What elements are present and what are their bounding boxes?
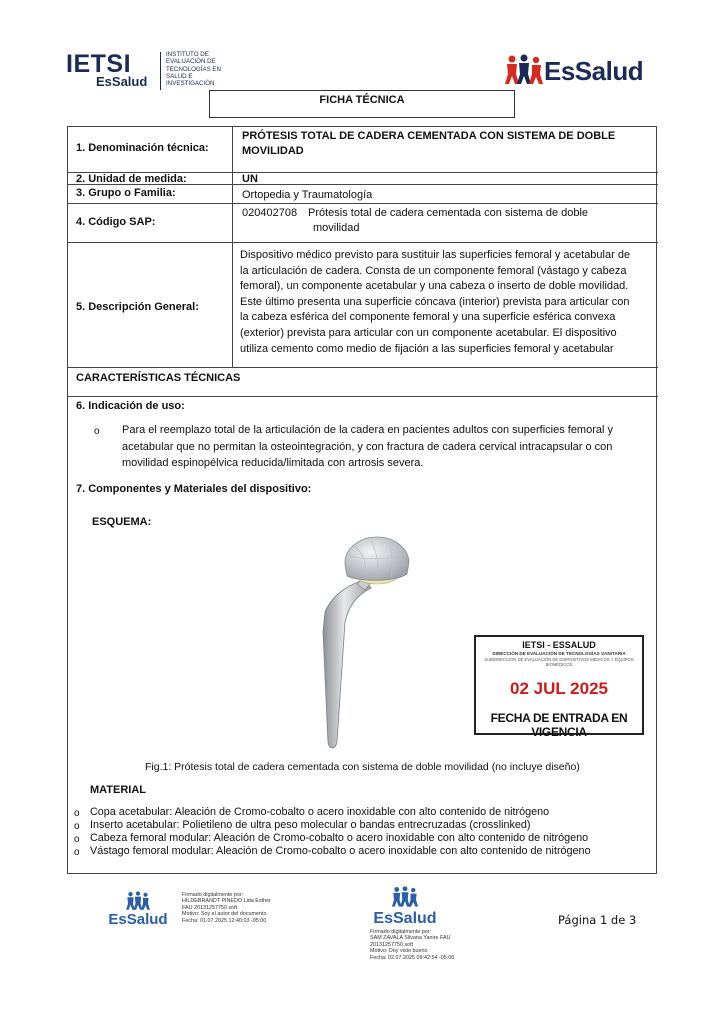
row-divider: [68, 203, 658, 204]
material-list: [90, 806, 656, 858]
value-descripcion: Dispositivo médico previsto para sustituir las superficies femoral y acetabular de la articulación de cadera. Consta de un componente femoral (vástago y cabeza femoral), un componente acetabular y una cabeza o inserto de doble movilidad. Este último presenta una superficie cóncava (interior) prevista para articular con la cabeza esférica del componente femoral y una superficie esférica convexa (exterior) prevista para articular con un componente acetabular. El dispositivo utiliza cemento como medio de fijación a las superficies femoral y acetabular: [240, 249, 631, 355]
esquema-label: ESQUEMA:: [92, 516, 152, 528]
value-codigo-line2: movilidad: [313, 222, 360, 234]
signature-1: Firmado digitalmente por: HILDEBRANDT PINEDO Lida Esther FAU 20131257750 soft Motivo: Soy el autor del documento Fecha: 01.07.2025 12:40:03 -05:00: [182, 892, 271, 924]
indicacion-text: Para el reemplazo total de la articulación de la cadera en pacientes adultos con superficies femoral y acetabular que no permitan la osteointegración, y con fractura de cadera cervical intracapsular o con movilidad espinopélvica reducida/limitada con artrosis severa.: [122, 424, 613, 469]
material-heading: MATERIAL: [90, 784, 147, 796]
stamp-title: IETSI - ESSALUD: [522, 640, 596, 650]
stamp-subdirection: SUBDIRECCIÓN DE EVALUACIÓN DE DISPOSITIVOS MÉDICOS Y EQUIPOS BIOMÉDICOS: [484, 657, 634, 667]
value-denominacion-line1: PRÓTESIS TOTAL DE CADERA CEMENTADA CON SISTEMA DE DOBLE: [242, 130, 616, 142]
material-item: Copa acetabular: Aleación de Cromo-cobalto o acero inoxidable con alto contenido de nitrógeno: [90, 806, 550, 818]
essalud-brand: EsSalud: [544, 56, 644, 86]
label-denominacion: 1. Denominación técnica:: [76, 142, 209, 154]
value-codigo-line1: Prótesis total de cadera cementada con sistema de doble: [308, 207, 589, 219]
value-denominacion-line2: MOVILIDAD: [242, 145, 304, 157]
ietsi-brand: IETSI: [66, 50, 132, 78]
section-caracteristicas: CARACTERÍSTICAS TÉCNICAS: [76, 372, 241, 384]
section-indicacion-heading: 6. Indicación de uso:: [76, 400, 185, 412]
footer-logo-center: [372, 886, 438, 926]
material-item: Cabeza femoral modular: Aleación de Cromo-cobalto o acero inoxidable con alto contenido de nitrógeno: [90, 832, 589, 844]
column-divider: [232, 127, 233, 367]
page-number: Página 1 de 3: [558, 913, 637, 927]
page-title: FICHA TÉCNICA: [319, 94, 405, 106]
bullet-marker: o: [74, 847, 80, 858]
row-divider: [68, 242, 658, 243]
label-codigo: 4. Código SAP:: [76, 216, 156, 228]
label-unidad: 2. Unidad de medida:: [76, 173, 187, 185]
label-descripcion: 5. Descripción General:: [76, 301, 199, 313]
ietsi-institute: INSTITUTO DE EVALUACIÓN DE TECNOLOGÍAS EN SALUD E INVESTIGACIÓN: [166, 51, 222, 88]
bullet-marker: o: [94, 426, 100, 437]
essalud-logo: [504, 54, 662, 86]
ietsi-logo: [66, 50, 222, 92]
bullet-marker: o: [74, 834, 80, 845]
material-item: Vástago femoral modular: Aleación de Cromo-cobalto o acero inoxidable con alto contenido de nitrógeno: [90, 845, 591, 857]
hip-prosthesis-image: [315, 532, 415, 754]
value-grupo: Ortopedia y Traumatología: [242, 189, 373, 201]
essalud-people-icon: [125, 891, 151, 911]
ietsi-sub: EsSalud: [96, 74, 148, 89]
signature-2: Firmado digitalmente por: SAM ZAVALA Silvana Yanire FAU 20131257750 soft Motivo: Doy visto bueno Fecha: 02.07.2025 09:42:54 -05:00: [370, 929, 455, 961]
footer-brand: EsSalud: [108, 911, 168, 928]
value-codigo-number: 020402708: [242, 207, 298, 219]
value-unidad: UN: [242, 173, 258, 185]
essalud-people-icon: [504, 54, 544, 86]
stamp-footer: FECHA DE ENTRADA EN VIGENCIA: [490, 711, 628, 739]
bullet-marker: o: [74, 808, 80, 819]
stamp-date: 02 JUL 2025: [510, 679, 608, 698]
validity-stamp: [474, 635, 644, 739]
essalud-people-icon: [390, 886, 420, 908]
row-divider: [68, 396, 658, 397]
figure-caption: Fig.1: Prótesis total de cadera cementada con sistema de doble movilidad (no incluye diseño): [145, 761, 580, 773]
bullet-marker: o: [74, 821, 80, 832]
footer-logo-left: [108, 891, 168, 931]
row-divider: [68, 367, 658, 368]
stamp-direction: DIRECCIÓN DE EVALUACIÓN DE TECNOLOGÍAS SANITARIA: [492, 651, 626, 656]
title-box: [209, 90, 515, 118]
logo-divider: [160, 52, 161, 90]
section-componentes-heading: 7. Componentes y Materiales del dispositivo:: [76, 483, 312, 495]
material-item: Inserto acetabular: Polietileno de ultra peso molecular o bandas entrecruzadas (crosslinked): [90, 819, 531, 831]
label-grupo: 3. Grupo o Familia:: [76, 187, 176, 199]
footer-brand: EsSalud: [373, 910, 437, 927]
